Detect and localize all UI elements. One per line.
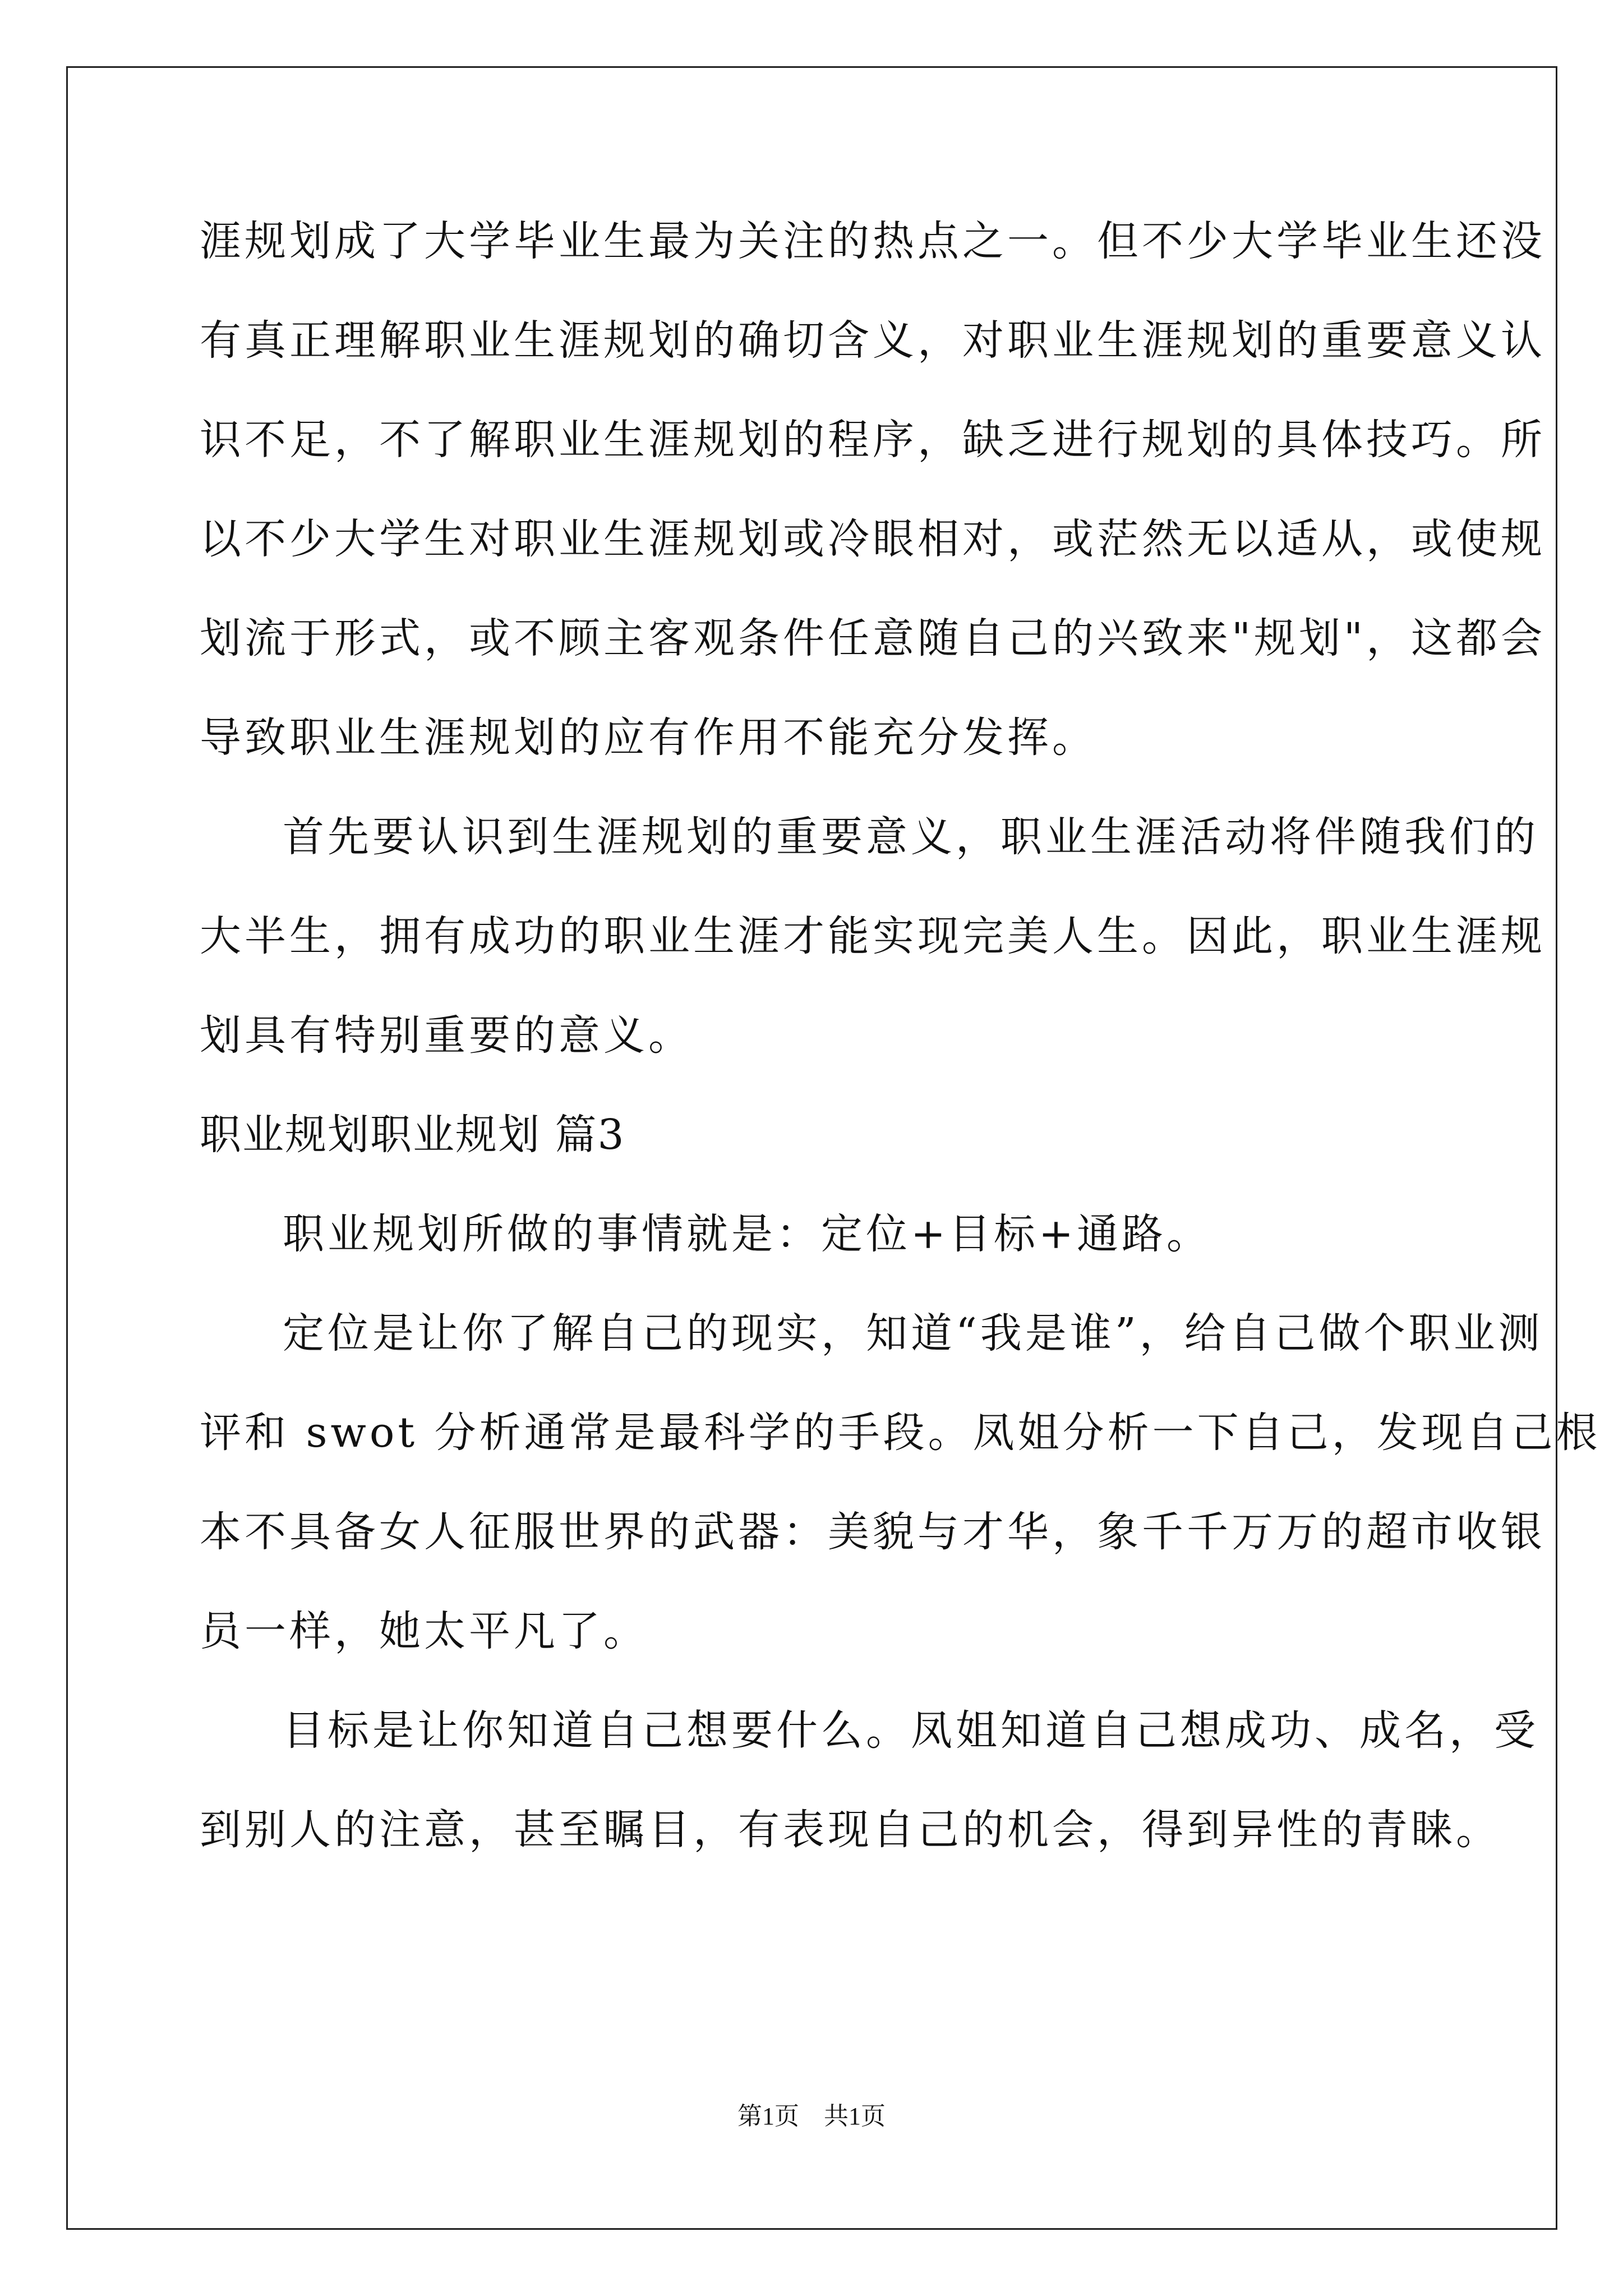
- paragraph-3-line-1: 职业规划所做的事情就是：定位+目标+通路。: [283, 1210, 1212, 1258]
- paragraph-5-line-2: 到别人的注意，甚至瞩目，有表现自己的机会，得到异性的青睐。: [200, 1806, 1501, 1854]
- paragraph-4-line-4: 员一样，她太平凡了。: [200, 1607, 648, 1655]
- paragraph-4-line-1: 定位是让你了解自己的现实，知道“我是谁”，给自己做个职业测: [283, 1309, 1543, 1358]
- paragraph-4-line-2: 评和 swot 分析通常是最科学的手段。凤姐分析一下自己，发现自己根: [200, 1409, 1601, 1457]
- section-heading: 职业规划职业规划 篇3: [200, 1111, 625, 1159]
- paragraph-1-line-1: 涯规划成了大学毕业生最为关注的热点之一。但不少大学毕业生还没: [200, 217, 1546, 265]
- paragraph-2-line-1: 首先要认识到生涯规划的重要意义，职业生涯活动将伴随我们的: [283, 813, 1539, 861]
- paragraph-2-line-2: 大半生，拥有成功的职业生涯才能实现完美人生。因此，职业生涯规: [200, 912, 1546, 960]
- paragraph-1-line-5: 划流于形式，或不顾主客观条件任意随自己的兴致来"规划"，这都会: [200, 614, 1546, 662]
- paragraph-2-line-3: 划具有特别重要的意义。: [200, 1011, 693, 1060]
- paragraph-1-line-2: 有真正理解职业生涯规划的确切含义，对职业生涯规划的重要意义认: [200, 316, 1546, 365]
- paragraph-1-line-4: 以不少大学生对职业生涯规划或冷眼相对，或茫然无以适从，或使规: [200, 515, 1546, 563]
- paragraph-5-line-1: 目标是让你知道自己想要什么。凤姐知道自己想成功、成名，受: [283, 1706, 1539, 1755]
- page-footer: 第1页 共1页: [737, 2102, 886, 2130]
- paragraph-1-line-6: 导致职业生涯规划的应有作用不能充分发挥。: [200, 714, 1097, 762]
- paragraph-4-line-3: 本不具备女人征服世界的武器：美貌与才华，象千千万万的超市收银: [200, 1508, 1546, 1556]
- paragraph-1-line-3: 识不足，不了解职业生涯规划的程序，缺乏进行规划的具体技巧。所: [200, 416, 1546, 464]
